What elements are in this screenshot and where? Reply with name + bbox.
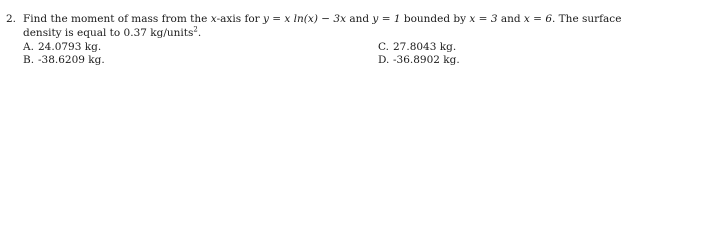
question-text: . [197,27,202,39]
axis-variable: x [210,13,217,25]
question-text: and [346,13,373,25]
question-text: and [497,13,524,25]
equation-bound-right: x = 6 [523,13,552,25]
equation-curve: y = x ln(x) − 3x [263,13,346,25]
question-text-line-1 [23,13,621,26]
exponent: 2 [193,25,198,34]
equation-bound-left: x = 3 [469,13,498,25]
question-text-line-2 [23,27,201,40]
choice-b[interactable] [23,54,105,67]
choice-c[interactable] [378,41,456,54]
question-number: 2. [6,13,17,25]
question-text: . The surface [552,13,622,25]
choice-letter: D. [378,54,390,66]
choice-d[interactable] [378,54,460,67]
equation-line: y = 1 [372,13,401,25]
question-text: density is equal to 0.37 kg/units [23,27,194,39]
choice-letter: A. [23,41,34,53]
choice-text: 27.8043 kg. [393,41,457,53]
choice-a[interactable] [23,41,101,54]
question-block [0,0,704,92]
question-text: -axis for [216,13,264,25]
choice-letter: C. [378,41,389,53]
question-text: Find the moment of mass from the [23,13,211,25]
question-text: bounded by [400,13,470,25]
choice-text: 24.0793 kg. [38,41,102,53]
choice-text: -36.8902 kg. [393,54,460,66]
choice-letter: B. [23,54,35,66]
choice-text: -38.6209 kg. [38,54,105,66]
